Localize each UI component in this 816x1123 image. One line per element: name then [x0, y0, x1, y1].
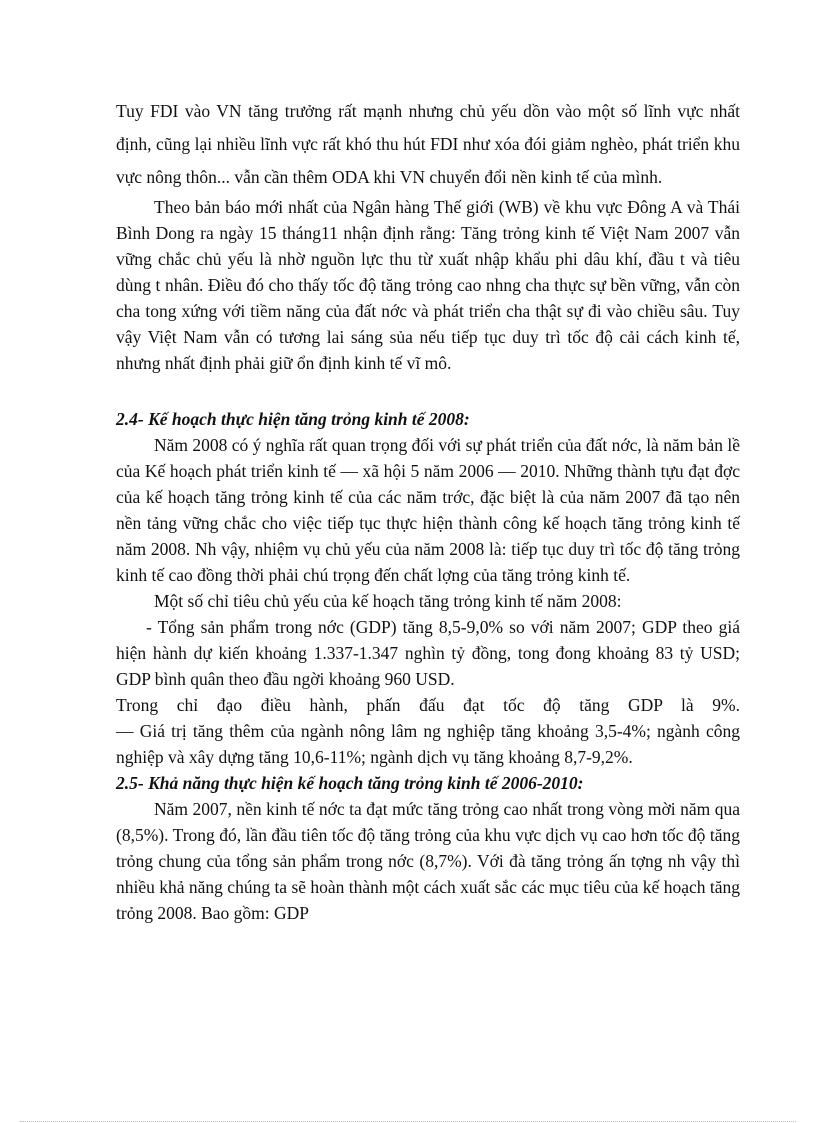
section-2-5-heading: 2.5- Khả năng thực hiện kế hoạch tăng trỏng kinh tế 2006-2010: [116, 773, 584, 793]
section-2-4-targets-intro: Một số chỉ tiêu chủ yếu của kế hoạch tăng trỏng kinh tế năm 2008: [154, 591, 622, 611]
paragraph-wb-report: Theo bản báo mới nhất của Ngân hàng Thế giới (WB) về khu vực Đông A và Thái Bình Dong ra ngày 15 tháng11 nhận định rằng: Tăng trỏng kinh tế Việt Nam 2007 vẫn vững chắc chủ yếu là nhờ nguồn lực thu từ xuất nhập khẩu phi dâu khí, đầu t và tiêu dùng t nhân. Điều đó cho thấy tốc độ tăng trỏng cao nhng cha thực sự bền vững, vẫn còn cha tong xứng với tiềm năng của đất nớc và phát triển cha thật sự đi vào chiều sâu. Tuy vậy Việt Nam vẫn có tương lai sáng sủa nếu tiếp tục duy trì tốc độ cải cách kinh tế, nhưng nhất định phải giữ ổn định kinh tế vĩ mô. [116, 197, 740, 373]
section-2-4-paragraph: Năm 2008 có ý nghĩa rất quan trọng đối với sự phát triển của đất nớc, là năm bản lề của Kế hoạch phát triển kinh tế — xã hội 5 năm 2006 — 2010. Những thành tựu đạt đợc của kế hoạch tăng trỏng kinh tế của các năm trớc, đặc biệt là của năm 2007 đã tạo nên nền tảng vững chắc cho việc tiếp tục thực hiện thành công kế hoạch tăng trỏng kinh tế năm 2008. Nh vậy, nhiệm vụ chủ yếu của năm 2008 là: tiếp tục duy trì tốc độ tăng trỏng kinh tế cao đồng thời phải chú trọng đến chất lợng của tăng trỏng kinh tế. [116, 435, 740, 585]
spacer [116, 376, 740, 406]
page-bottom-rule [20, 1121, 796, 1122]
gdp-target-item: - Tổng sản phẩm trong nớc (GDP) tăng 8,5-9,0% so với năm 2007; GDP theo giá hiện hành dự kiến khoảng 1.337-1.347 nghìn tỷ đồng, tong đong khoảng 83 tỷ USD; GDP bình quân theo đầu ngời khoảng 960 USD. [116, 617, 740, 689]
section-2-4-heading: 2.4- Kế hoạch thực hiện tăng trỏng kinh tế 2008: [116, 409, 470, 429]
paragraph-fdi: Tuy FDI vào VN tăng trưởng rất mạnh nhưng chủ yếu dồn vào một số lĩnh vực nhất định, cũng lại nhiều lĩnh vực rất khó thu hút FDI như xóa đói giảm nghèo, phát triển khu vực nông thôn... vẫn cần thêm ODA khi VN chuyển đổi nền kinh tế của mình. [116, 101, 740, 187]
document-body [116, 95, 740, 926]
sector-growth-item: — Giá trị tăng thêm của ngành nông lâm ng nghiệp tăng khoảng 3,5-4%; ngành công nghiệp và xây dựng tăng 10,6-11%; ngành dịch vụ tăng khoảng 8,7-9,2%. [116, 721, 740, 767]
section-2-5-paragraph: Năm 2007, nền kinh tế nớc ta đạt mức tăng trỏng cao nhất trong vòng mời năm qua (8,5%). Trong đó, lần đầu tiên tốc độ tăng trỏng của khu vực dịch vụ cao hơn tốc độ tăng trỏng chung của tổng sản phẩm trong nớc (8,7%). Với đà tăng trỏng ấn tợng nh vậy thì nhiều khả năng chúng ta sẽ hoàn thành một cách xuất sắc các mục tiêu của kế hoạch tăng trỏng 2008. Bao gồm: GDP [116, 799, 740, 923]
gdp-target-line: Trong chỉ đạo điều hành, phấn đấu đạt tốc độ tăng GDP là 9%. [116, 695, 740, 715]
